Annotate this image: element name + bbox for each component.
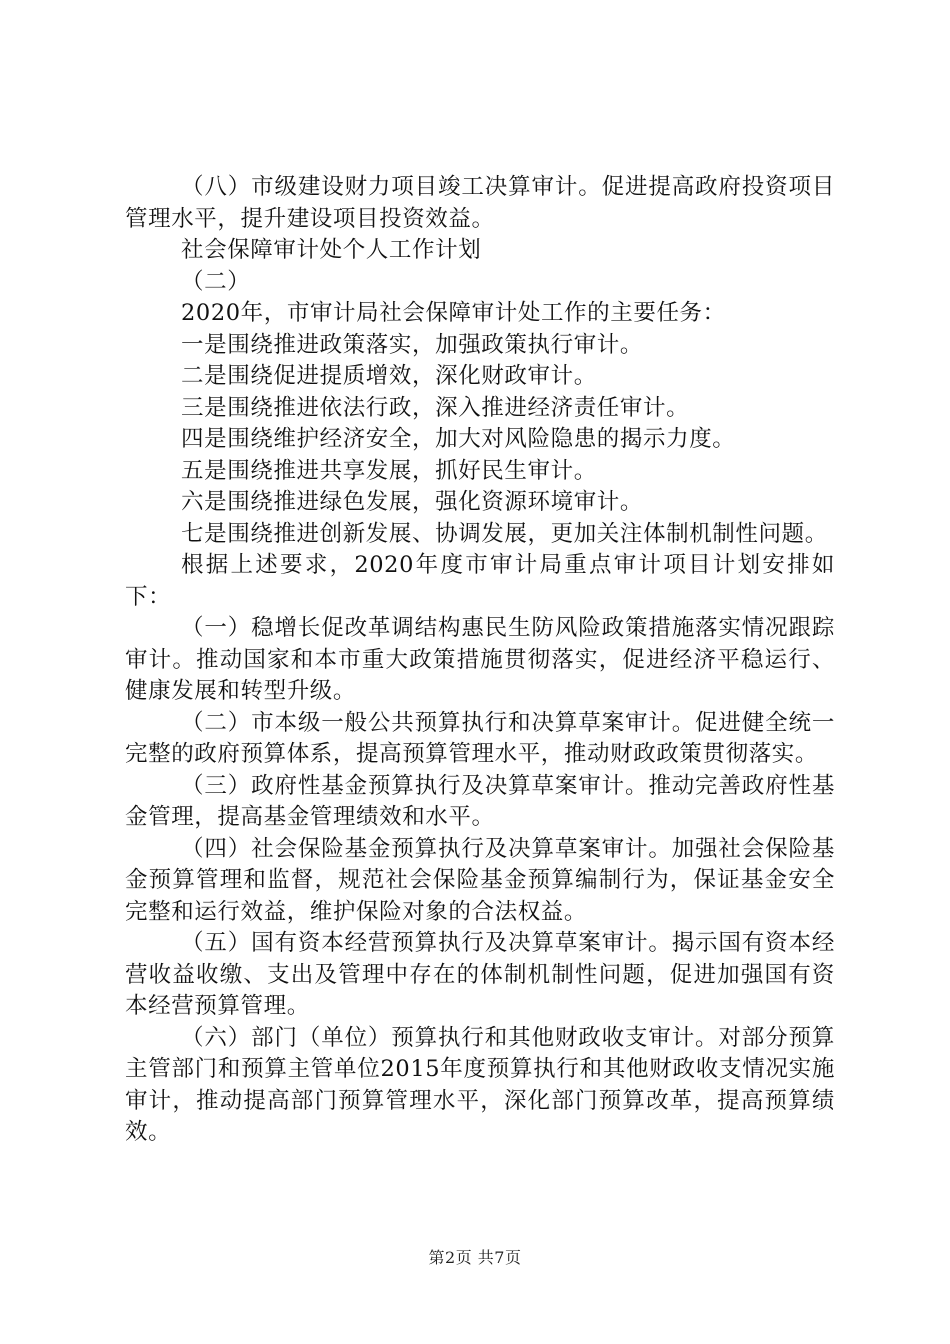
plan-paragraph: 根据上述要求，2020年度市审计局重点审计项目计划安排如下：	[125, 552, 835, 610]
section-subtitle: （二）	[181, 268, 251, 295]
plan-item-2: （二）市本级一般公共预算执行和决算草案审计。促进健全统一完整的政府预算体系，提高预算管理水平，推动财政政策贯彻落实。	[125, 709, 835, 767]
page-footer	[0, 1245, 950, 1268]
task-item-2: 二是围绕促进提质增效，深化财政审计。	[181, 363, 597, 389]
task-item-6: 六是围绕推进绿色发展，强化资源环境审计。	[181, 489, 644, 515]
document-body	[125, 172, 835, 1149]
paragraph-item-8: （八）市级建设财力项目竣工决算审计。促进提高政府投资项目管理水平，提升建设项目投资效益。	[125, 174, 835, 232]
plan-item-6: （六）部门（单位）预算执行和其他财政收支审计。对部分预算主管部门和预算主管单位2015年度预算执行和其他财政收支情况实施审计，推动提高部门预算管理水平，深化部门预算改革，提高预算绩效。	[125, 1024, 835, 1145]
task-item-5: 五是围绕推进共享发展，抓好民生审计。	[181, 457, 597, 484]
task-item-4: 四是围绕维护经济安全，加大对风险隐患的揭示力度。	[181, 426, 736, 452]
task-item-3: 三是围绕推进依法行政，深入推进经济责任审计。	[181, 394, 690, 421]
intro-paragraph: 2020年，市审计局社会保障审计处工作的主要任务：	[181, 300, 726, 326]
page-number-label: 第2页 共7页	[428, 1248, 522, 1267]
plan-item-4: （四）社会保险基金预算执行及决算草案审计。加强社会保险基金预算管理和监督，规范社会保险基金预算编制行为，保证基金安全完整和运行效益，维护保险对象的合法权益。	[125, 835, 835, 925]
task-item-1: 一是围绕推进政策落实，加强政策执行审计。	[181, 331, 644, 358]
plan-item-1: （一）稳增长促改革调结构惠民生防风险政策措施落实情况跟踪审计。推动国家和本市重大政策措施贯彻落实，促进经济平稳运行、健康发展和转型升级。	[125, 615, 835, 704]
plan-item-3: （三）政府性基金预算执行及决算草案审计。推动完善政府性基金管理，提高基金管理绩效和水平。	[125, 772, 835, 830]
plan-item-5: （五）国有资本经营预算执行及决算草案审计。揭示国有资本经营收益收缴、支出及管理中存在的体制机制性问题，促进加强国有资本经营预算管理。	[125, 930, 835, 1019]
section-title: 社会保障审计处个人工作计划	[181, 237, 482, 263]
task-item-7: 七是围绕推进创新发展、协调发展，更加关注体制机制性问题。	[181, 520, 828, 547]
